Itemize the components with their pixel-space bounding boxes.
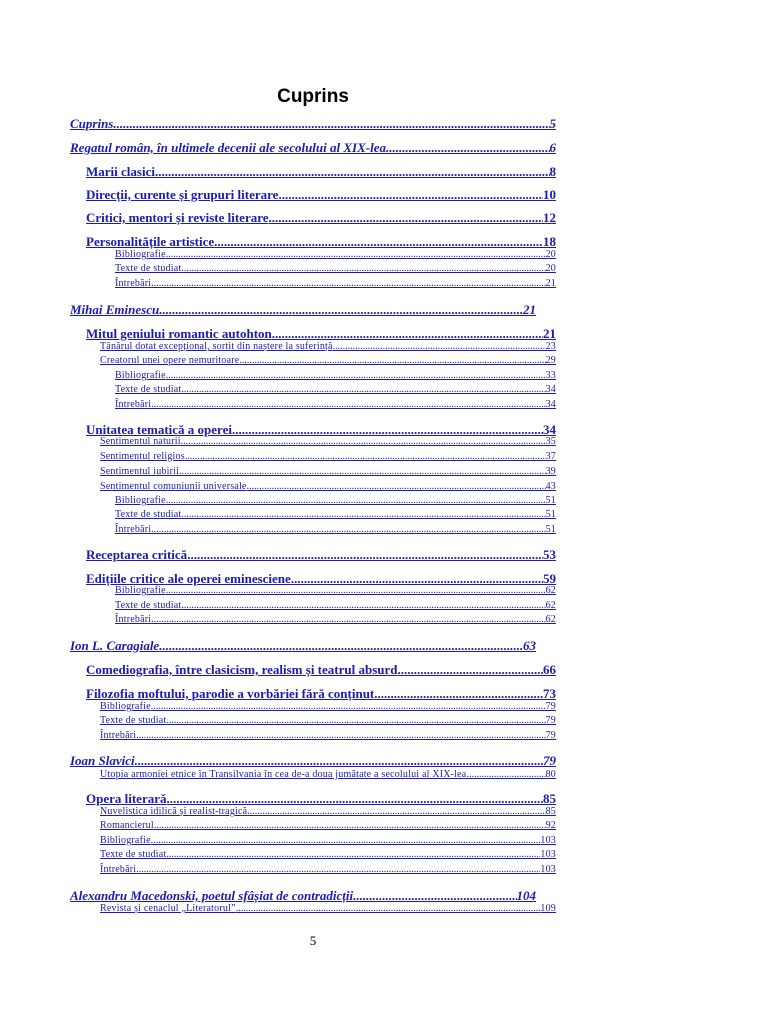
toc-entry-label: Texte de studiat (115, 600, 182, 611)
toc-entry[interactable] (115, 249, 556, 260)
toc-entry-label: Întrebări (115, 399, 152, 410)
toc-entry-page: 20 (545, 263, 556, 274)
toc-entry-page: 39 (545, 466, 556, 477)
toc-entry[interactable] (115, 495, 556, 506)
toc-entry-label: Sentimentul iubirii (100, 466, 180, 477)
toc-entry-label: Întrebări (115, 524, 152, 535)
toc-entry-page: 53 (543, 547, 556, 562)
toc-dot-leader (179, 466, 546, 477)
toc-entry-label: Direcții, curente și grupuri literare (86, 187, 279, 202)
toc-entry-label: Comediografia, între clasicism, realism și teatrul absurd (86, 662, 398, 677)
toc-entry-page: 34 (545, 399, 556, 410)
toc-entry-label: Sentimentul religios (100, 451, 185, 462)
toc-entry[interactable] (100, 903, 556, 914)
toc-entry[interactable] (86, 791, 556, 807)
toc-dot-leader (166, 849, 540, 860)
toc-entry-label: Bibliografie (115, 370, 166, 381)
toc-entry-label: Unitatea tematică a operei (86, 422, 232, 437)
toc-entry-page: 51 (545, 524, 556, 535)
toc-entry[interactable] (86, 164, 556, 180)
toc-dot-leader (166, 249, 546, 260)
toc-entry[interactable] (100, 436, 556, 447)
toc-entry-page: 103 (540, 849, 556, 860)
toc-dot-leader (398, 662, 544, 678)
toc-entry-label: Nuvelistica idilică și realist-tragică (100, 806, 248, 817)
toc-entry[interactable] (100, 864, 556, 875)
toc-entry[interactable] (115, 509, 556, 520)
toc-entry-page: 62 (545, 600, 556, 611)
toc-entry-page: 34 (543, 422, 556, 437)
toc-entry[interactable] (115, 263, 556, 274)
toc-entry-page: 79 (545, 715, 556, 726)
toc-entry[interactable] (115, 524, 556, 535)
toc-entry[interactable] (86, 187, 556, 203)
toc-dot-leader (239, 355, 545, 366)
toc-entry-label: Revista și cenaclul „Literatorul” (100, 903, 236, 914)
toc-entry-page: 21 (545, 278, 556, 289)
page-number: 5 (309, 933, 317, 948)
toc-dot-leader (181, 600, 545, 611)
toc-entry[interactable] (100, 806, 556, 817)
toc-dot-leader (386, 140, 550, 156)
toc-entry-page: 35 (545, 436, 556, 447)
toc-dot-leader (181, 509, 545, 520)
toc-entry[interactable] (86, 234, 556, 250)
toc-entry-page: 109 (540, 903, 556, 914)
toc-entry-page: 103 (540, 835, 556, 846)
toc-entry-label: Tânărul dotat excepțional, sortit din naștere la suferință (100, 341, 333, 352)
toc-entry-label: Bibliografie (115, 495, 166, 506)
toc-entry-label: Romancierul (100, 820, 154, 831)
toc-entry-page: 43 (545, 481, 556, 492)
toc-entry-page: 103 (540, 864, 556, 875)
toc-entry-page: 21 (543, 326, 556, 341)
toc-entry-page: 63 (523, 638, 536, 653)
toc-entry-label: Sentimentul comuniunii universale (100, 481, 247, 492)
toc-dot-leader (272, 326, 543, 342)
toc-entry-label: Regatul român, în ultimele decenii ale secolului al XIX-lea (70, 140, 386, 155)
toc-entry[interactable] (100, 451, 556, 462)
toc-entry-page: 29 (545, 355, 556, 366)
toc-entry[interactable] (86, 686, 556, 702)
toc-entry-label: Bibliografie (100, 835, 151, 846)
toc-entry-label: Întrebări (100, 864, 137, 875)
toc-entry[interactable] (70, 888, 536, 904)
toc-entry[interactable] (70, 140, 556, 156)
toc-entry-page: 85 (545, 806, 556, 817)
toc-dot-leader (247, 481, 546, 492)
toc-entry-label: Mitul geniului romantic autohton (86, 326, 272, 341)
toc-entry-page: 18 (543, 234, 556, 249)
toc-dot-leader (151, 278, 545, 289)
toc-entry-label: Utopia armoniei etnice în Transilvania în cea de-a doua jumătate a secolului al XIX-lea (100, 769, 467, 780)
toc-dot-leader (136, 730, 545, 741)
toc-entry-label: Edițiile critice ale operei eminesciene (86, 571, 291, 586)
toc-entry[interactable] (115, 600, 556, 611)
toc-entry-label: Sentimentul naturii (100, 436, 181, 447)
toc-entry-label: Ion L. Caragiale (70, 638, 160, 653)
page-title: Cuprins (277, 86, 349, 107)
toc-entry-label: Filozofia moftului, parodie a vorbăriei fără conținut (86, 686, 375, 701)
toc-entry-page: 10 (543, 187, 556, 202)
toc-entry[interactable] (115, 585, 556, 596)
toc-entry-label: Texte de studiat (115, 509, 182, 520)
toc-entry-page: 5 (549, 116, 556, 131)
toc-entry-label: Mihai Eminescu (70, 302, 160, 317)
toc-dot-leader (113, 116, 549, 132)
toc-entry-page: 73 (543, 686, 556, 701)
toc-entry-label: Întrebări (115, 278, 152, 289)
toc-dot-leader (166, 585, 546, 596)
toc-entry-label: Texte de studiat (100, 849, 167, 860)
toc-entry[interactable] (86, 547, 556, 563)
toc-entry-page: 62 (545, 585, 556, 596)
toc-entry-page: 92 (545, 820, 556, 831)
toc-entry-page: 51 (545, 509, 556, 520)
toc-dot-leader (151, 835, 541, 846)
toc-dot-leader (166, 495, 546, 506)
toc-entry-page: 21 (523, 302, 536, 317)
toc-entry-page: 104 (516, 888, 536, 903)
toc-entry[interactable] (115, 278, 556, 289)
toc-entry-page: 59 (543, 571, 556, 586)
toc-entry[interactable] (70, 638, 536, 654)
toc-dot-leader (278, 187, 543, 203)
toc-dot-leader (151, 524, 545, 535)
toc-entry-label: Bibliografie (115, 585, 166, 596)
toc-dot-leader (159, 302, 523, 318)
toc-dot-leader (154, 820, 546, 831)
toc-entry-page: 85 (543, 791, 556, 806)
toc-entry-label: Cuprins (70, 116, 114, 131)
toc-dot-leader (181, 384, 545, 395)
toc-entry[interactable] (100, 701, 556, 712)
toc-entry-label: Întrebări (115, 614, 152, 625)
toc-entry[interactable] (100, 849, 556, 860)
toc-entry-label: Întrebări (100, 730, 137, 741)
toc-entry[interactable] (115, 370, 556, 381)
toc-entry-label: Personalitățile artistice (86, 234, 215, 249)
toc-entry-page: 20 (545, 249, 556, 260)
toc-entry-page: 79 (545, 730, 556, 741)
toc-entry[interactable] (115, 384, 556, 395)
toc-entry-label: Critici, mentori și reviste literare (86, 210, 269, 225)
toc-entry[interactable] (70, 753, 556, 769)
toc-entry-page: 8 (549, 164, 556, 179)
toc-entry-page: 66 (543, 662, 556, 677)
toc-entry[interactable] (86, 210, 556, 226)
toc-entry[interactable] (100, 715, 556, 726)
toc-entry[interactable] (100, 481, 556, 492)
toc-dot-leader (333, 341, 546, 352)
toc-dot-leader (214, 234, 543, 250)
toc-entry[interactable] (100, 341, 556, 352)
toc-dot-leader (136, 864, 540, 875)
toc-entry[interactable] (100, 769, 556, 780)
toc-dot-leader (159, 638, 523, 654)
toc-entry-label: Texte de studiat (115, 384, 182, 395)
toc-entry[interactable] (86, 326, 556, 342)
toc-entry-label: Alexandru Macedonski, poetul sfâșiat de contradicții (70, 888, 354, 903)
toc-entry[interactable] (100, 730, 556, 741)
toc-entry-page: 80 (545, 769, 556, 780)
toc-entry-label: Texte de studiat (100, 715, 167, 726)
toc-dot-leader (155, 164, 550, 180)
toc-dot-leader (167, 791, 544, 807)
toc-entry-label: Bibliografie (100, 701, 151, 712)
toc-dot-leader (151, 399, 545, 410)
toc-entry[interactable] (70, 116, 556, 132)
toc-dot-leader (466, 769, 545, 780)
toc-entry-page: 79 (545, 701, 556, 712)
toc-entry[interactable] (100, 355, 556, 366)
toc-dot-leader (269, 210, 543, 226)
toc-dot-leader (166, 370, 546, 381)
toc-entry[interactable] (115, 399, 556, 410)
toc-entry-page: 51 (545, 495, 556, 506)
toc-entry[interactable] (100, 835, 556, 846)
toc-dot-leader (181, 436, 546, 447)
table-of-contents (70, 117, 556, 927)
toc-entry[interactable] (70, 302, 536, 318)
toc-dot-leader (187, 547, 543, 563)
toc-entry-label: Opera literară (86, 791, 167, 806)
toc-entry[interactable] (100, 466, 556, 477)
toc-entry-page: 23 (545, 341, 556, 352)
toc-dot-leader (151, 614, 545, 625)
toc-dot-leader (374, 686, 543, 702)
toc-dot-leader (166, 715, 545, 726)
toc-entry-label: Creatorul unei opere nemuritoare (100, 355, 240, 366)
toc-entry[interactable] (86, 662, 556, 678)
toc-dot-leader (353, 888, 516, 904)
toc-entry-label: Ioan Slavici (70, 753, 135, 768)
toc-entry[interactable] (100, 820, 556, 831)
toc-entry-page: 12 (543, 210, 556, 225)
toc-dot-leader (135, 753, 543, 769)
toc-entry-page: 37 (545, 451, 556, 462)
toc-entry-page: 62 (545, 614, 556, 625)
toc-dot-leader (151, 701, 546, 712)
toc-entry-page: 79 (543, 753, 556, 768)
toc-dot-leader (185, 451, 546, 462)
toc-entry-page: 33 (545, 370, 556, 381)
toc-entry[interactable] (115, 614, 556, 625)
toc-dot-leader (247, 806, 545, 817)
toc-entry-label: Bibliografie (115, 249, 166, 260)
toc-entry-label: Marii clasici (86, 164, 155, 179)
toc-entry-label: Texte de studiat (115, 263, 182, 274)
toc-entry-page: 6 (549, 140, 556, 155)
toc-entry-page: 34 (545, 384, 556, 395)
toc-dot-leader (236, 903, 541, 914)
toc-dot-leader (181, 263, 545, 274)
toc-entry-label: Receptarea critică (86, 547, 188, 562)
